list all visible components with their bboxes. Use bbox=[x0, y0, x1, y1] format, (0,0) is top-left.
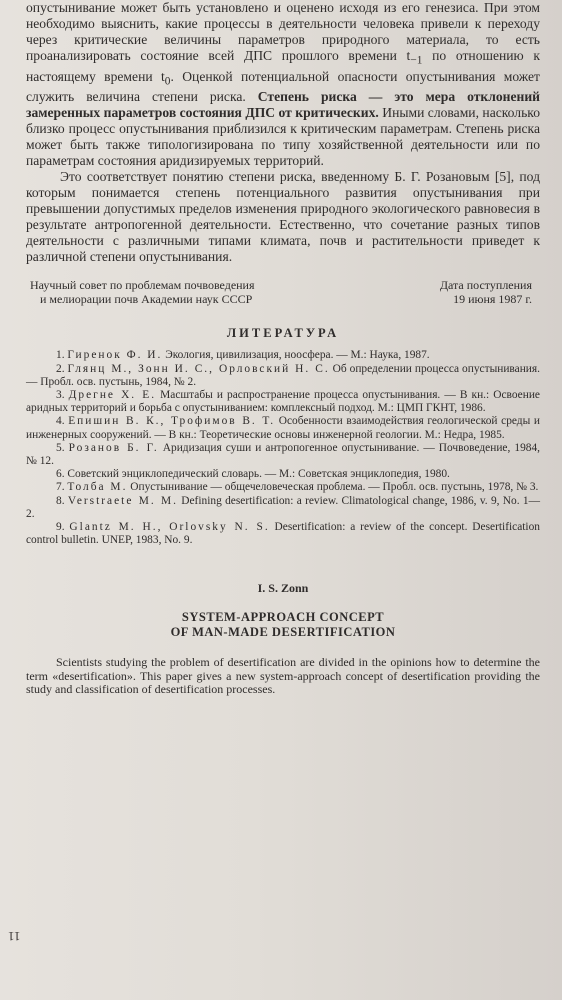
received-date bbox=[440, 278, 540, 306]
article-body bbox=[26, 0, 540, 265]
received-date-value: 19 июня 1987 г. bbox=[453, 292, 532, 307]
reference-item bbox=[26, 521, 540, 547]
organization bbox=[26, 278, 255, 306]
reference-item bbox=[26, 349, 540, 362]
reference-text: Советский энциклопедический словарь. — М.: Советская энциклопедия, 1980. bbox=[67, 468, 450, 481]
english-abstract: Scientists studying the problem of desertification are divided in the opinions how to determine the term «desertification». This paper gives a new system-approach concept of desertification providing the study and classification of desertification processes. bbox=[26, 655, 540, 697]
article-meta bbox=[26, 278, 540, 306]
english-title bbox=[26, 610, 540, 640]
reference-text: Аридизация суши и антропогенное опустынивание. — Почвоведение, 1984, № 12. bbox=[26, 441, 541, 468]
reference-list bbox=[26, 349, 540, 547]
english-author: I. S. Zonn bbox=[257, 581, 309, 596]
reference-item bbox=[26, 442, 540, 468]
risk-definition-bold: Степень риска — это мера отклонений замеренных параметров состояния ДПС от критических. bbox=[26, 89, 540, 121]
paragraph-1-text-a: опустынивание может быть установлено и оценено исходя из его генезиса. При этом необходимо выяснить, какие процессы в деятельности человека привели к переходу через критические величины параметров природного материала, то есть проанализировать состояние всей ДПС прошлого времени t bbox=[26, 0, 540, 63]
paragraph-1-text-c: . Оценкой потенциальной опасности опустынивания может служить величина степени риска. bbox=[26, 68, 540, 105]
reference-author: Епишин В. К., Трофимов В. Т. bbox=[68, 415, 276, 428]
reference-number: 6. bbox=[56, 468, 65, 481]
english-title-line-1: SYSTEM-APPROACH CONCEPT bbox=[181, 610, 385, 625]
reference-number: 2. bbox=[56, 362, 65, 375]
literature-heading: ЛИТЕРАТУРА bbox=[226, 326, 340, 341]
reference-author: Verstraete M. M. bbox=[67, 494, 178, 507]
reference-author: Гиренок Ф. И. bbox=[67, 349, 163, 362]
reference-text: Defining desertification: a review. Climatological change, 1986, v. 9, No. 1—2. bbox=[26, 494, 540, 520]
reference-item bbox=[26, 363, 540, 389]
reference-number: 1. bbox=[56, 349, 65, 362]
reference-number: 4. bbox=[56, 415, 65, 428]
reference-number: 9. bbox=[56, 521, 65, 534]
organization-line-1: Научный совет по проблемам почвоведения bbox=[30, 278, 255, 293]
reference-author: Толба М. bbox=[67, 481, 128, 494]
reference-text: Опустынивание — общечеловеческая проблема. — Пробл. осв. пустынь, 1978, № 3. bbox=[127, 481, 539, 494]
reference-author: Дрегне Х. Е. bbox=[68, 389, 157, 402]
reference-author: Розанов Б. Г. bbox=[68, 441, 159, 454]
paragraph-1-text-b: по отношению к настоящему времени t bbox=[26, 48, 540, 84]
subscript-t-minus-1: −1 bbox=[410, 54, 423, 67]
reference-text: Desertification: a review of the concept. Desertification control bulletin. UNEP, 1983, No. 9. bbox=[26, 521, 540, 547]
received-date-label: Дата поступления bbox=[439, 278, 532, 293]
reference-item bbox=[26, 389, 540, 415]
reference-text: Об определении процесса опустынивания. — Пробл. осв. пустынь, 1984, № 2. bbox=[26, 362, 540, 388]
page-number: 11 bbox=[8, 929, 21, 944]
reference-number: 7. bbox=[56, 481, 65, 494]
reference-item bbox=[26, 495, 540, 521]
english-title-line-2: OF MAN-MADE DESERTIFICATION bbox=[170, 625, 396, 640]
reference-author: Glantz M. H., Orlovsky N. S. bbox=[69, 521, 270, 534]
reference-item bbox=[26, 468, 540, 481]
reference-number: 3. bbox=[56, 389, 65, 402]
reference-text: Масштабы и распространение процесса опустынивания. — В кн.: Освоение аридных территорий и борьба с опустыниванием: комплексный подход. М.: ЦМП ГКНТ, 1986. bbox=[26, 389, 540, 415]
reference-author: Глянц М., Зонн И. С., Орловский Н. С. bbox=[67, 362, 330, 375]
reference-item bbox=[26, 415, 540, 441]
reference-text: Экология, цивилизация, ноосфера. — М.: Наука, 1987. bbox=[162, 349, 430, 362]
subscript-t-0: 0 bbox=[164, 75, 171, 88]
reference-item bbox=[26, 481, 540, 494]
paragraph-2: Это соответствует понятию степени риска, введенному Б. Г. Розановым [5], под которым понимается степень потенциального развития опустынивания при превышении допустимых пределов изменения природного экологического равновесия в результате антропогенной деятельности. Естественно, что сочетание разных типов деятельности с различными типами климата, почв и растительности приведет к различной степени опустынивания. bbox=[26, 169, 540, 265]
paragraph-1 bbox=[26, 0, 540, 169]
reference-text: Особенности взаимодействия геологической среды и инженерных сооружений. — В кн.: Теоретические основы инженерной геологии. М.: Недра, 1985. bbox=[26, 415, 540, 441]
organization-line-2: и мелиорации почв Академии наук СССР bbox=[40, 292, 253, 307]
reference-number: 5. bbox=[56, 441, 65, 454]
reference-number: 8. bbox=[56, 494, 65, 507]
paragraph-1-text-d: Иными словами, насколько близко процесс опустынивания приблизился к критическим параметрам. Степень риска может быть также типологизирована по типу хозяйственной деятельности или по параметрам состояния аридизируемых территорий. bbox=[26, 105, 540, 169]
